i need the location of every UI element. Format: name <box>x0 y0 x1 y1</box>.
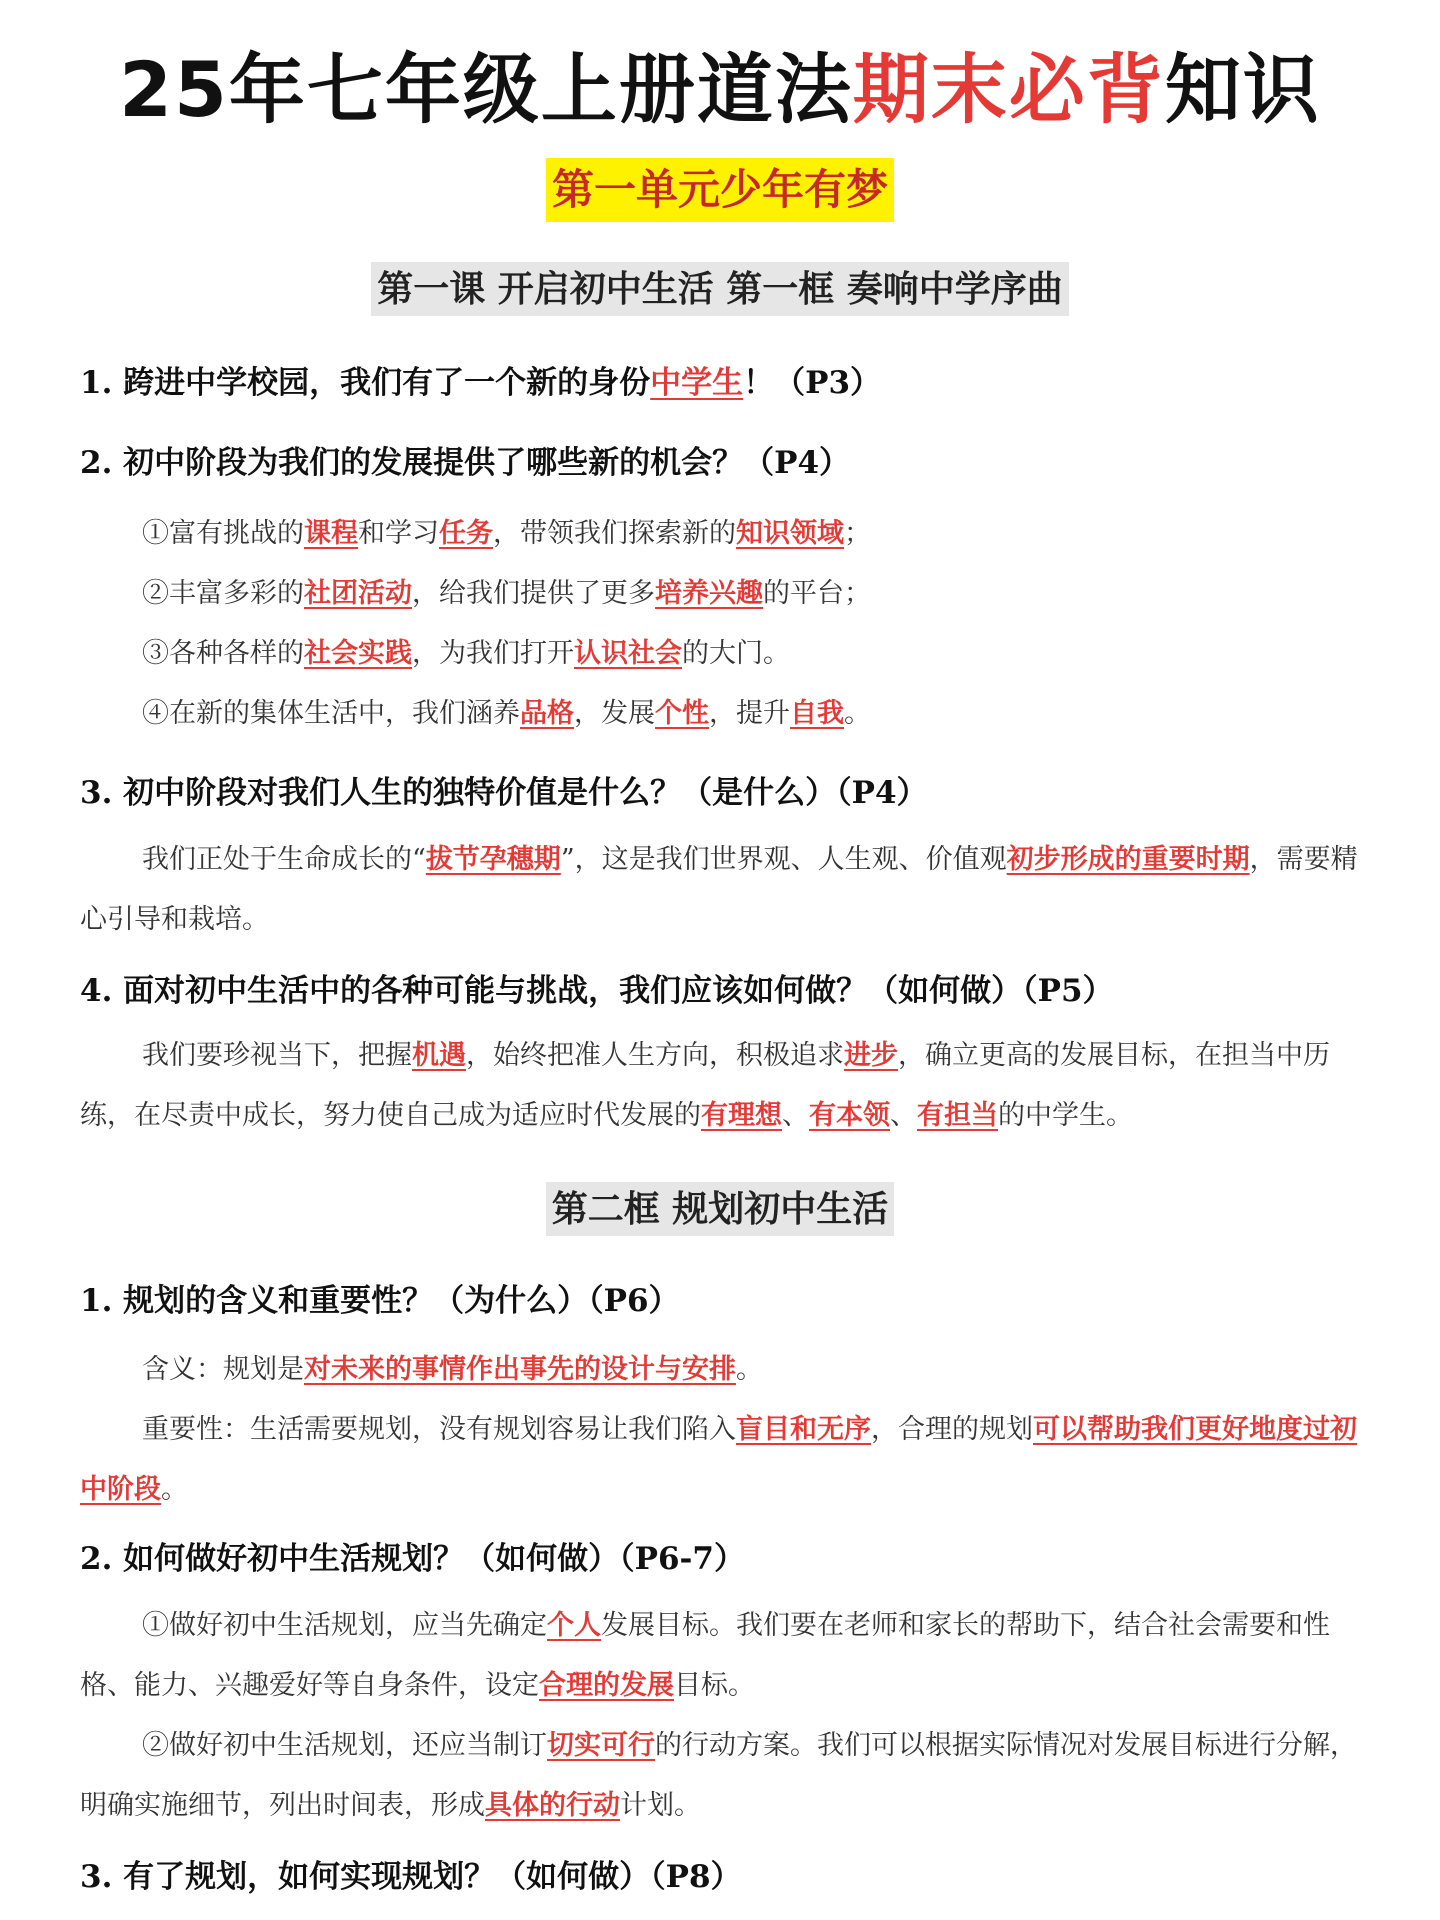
text: ①富有挑战的 <box>142 518 304 549</box>
title-part-black: 25年七年级上册道法 <box>119 45 853 134</box>
title-part-red: 期末必背 <box>852 45 1165 134</box>
keyword: 盲目和无序 <box>736 1414 871 1445</box>
text: ③各种各样的 <box>142 638 304 669</box>
text: 我们要珍视当下，把握 <box>142 1040 412 1071</box>
text: 的大门。 <box>682 638 790 669</box>
question-4: 4. 面对初中生活中的各种可能与挑战，我们应该如何做？（如何做）（P5） <box>80 973 1114 1009</box>
lesson1-header: 第一课 开启初中生活 第一框 奏响中学序曲 <box>371 262 1069 316</box>
keyword: 对未来的事情作出事先的设计与安排 <box>304 1354 736 1385</box>
keyword: 培养兴趣 <box>655 578 763 609</box>
text: 、 <box>890 1100 917 1131</box>
text: 。 <box>844 698 871 729</box>
question-2: 2. 初中阶段为我们的发展提供了哪些新的机会？（P4） <box>80 445 851 481</box>
question-3: 3. 初中阶段对我们人生的独特价值是什么？（是什么）（P4） <box>80 775 928 811</box>
keyword: 课程 <box>304 518 358 549</box>
keyword: 具体的行动 <box>485 1790 620 1821</box>
text: 含义：规划是 <box>142 1354 304 1385</box>
keyword: 可以帮助我们更好地度过初中阶段 <box>80 1414 1357 1505</box>
question-1 <box>80 362 1360 404</box>
text: ”，这是我们世界观、人生观、价值观 <box>560 844 1007 875</box>
text: 。 <box>161 1474 188 1505</box>
lesson1-header-wrap <box>80 262 1360 316</box>
lesson2-header-wrap <box>80 1182 1360 1236</box>
keyword: 进步 <box>844 1040 898 1071</box>
keyword: 品格 <box>520 698 574 729</box>
q1-keyword: 中学生 <box>650 365 744 401</box>
text: 的平台； <box>763 578 871 609</box>
l2-q2-para-1 <box>80 1596 1360 1716</box>
keyword: 机遇 <box>412 1040 466 1071</box>
keyword: 有本领 <box>809 1100 890 1131</box>
q1-text: 1. 跨进中学校园，我们有了一个新的身份 <box>80 365 651 401</box>
keyword: 拔节孕穗期 <box>425 844 561 875</box>
text: ④在新的集体生活中，我们涵养 <box>142 698 520 729</box>
title-part-end: 知识 <box>1164 45 1321 134</box>
text: 计划。 <box>620 1790 701 1821</box>
text: 我们正处于生命成长的“ <box>142 844 426 875</box>
text: 和学习 <box>358 518 439 549</box>
l2-q1-importance <box>80 1400 1360 1520</box>
text: ； <box>844 518 871 549</box>
text: ①做好初中生活规划，应当先确定 <box>142 1610 547 1641</box>
keyword: 任务 <box>439 518 493 549</box>
text: ，合理的规划 <box>871 1414 1033 1445</box>
text: 发展目标。我们要在老师和家长的帮助下，结合社会需要和性格、能力、兴趣爱好等自身条件，设定 <box>80 1610 1330 1701</box>
l2-question-2: 2. 如何做好初中生活规划？（如何做）（P6-7） <box>80 1541 745 1577</box>
keyword: 自我 <box>790 698 844 729</box>
unit-heading: 第一单元少年有梦 <box>546 158 894 222</box>
text: ②做好初中生活规划，还应当制订 <box>142 1730 547 1761</box>
text: 重要性：生活需要规划，没有规划容易让我们陷入 <box>142 1414 736 1445</box>
q1-tail: ！（P3） <box>743 365 882 401</box>
l2-q2-para-2 <box>80 1716 1360 1836</box>
text: ，带领我们探索新的 <box>493 518 736 549</box>
text: 目标。 <box>674 1670 755 1701</box>
q4-answer <box>80 1026 1360 1146</box>
q2-answer-list <box>80 504 1360 744</box>
text: 、 <box>782 1100 809 1131</box>
text: ，提升 <box>709 698 790 729</box>
keyword: 社会实践 <box>304 638 412 669</box>
lesson2-header: 第二框 规划初中生活 <box>546 1182 895 1236</box>
text: ，发展 <box>574 698 655 729</box>
text: ，需要精心引导和栽培。 <box>80 844 1358 935</box>
text: ，确立更高的发展目标，在担当中历练，在尽责中成长，努力使自己成为适应时代发展的 <box>80 1040 1330 1131</box>
q2-item-4 <box>80 684 1360 744</box>
q2-item-1 <box>80 504 1360 564</box>
keyword: 初步形成的重要时期 <box>1006 844 1250 875</box>
text: 。 <box>736 1354 763 1385</box>
keyword: 社团活动 <box>304 578 412 609</box>
unit-heading-wrap <box>80 158 1360 222</box>
text: 的行动方案。我们可以根据实际情况对发展目标进行分解，明确实施细节，列出时间表，形成 <box>80 1730 1357 1821</box>
text: 的中学生。 <box>998 1100 1133 1131</box>
page-title <box>80 0 1360 138</box>
q2-item-3 <box>80 624 1360 684</box>
l2-question-1: 1. 规划的含义和重要性？（为什么）（P6） <box>80 1283 680 1319</box>
l2-question-3: 3. 有了规划，如何实现规划？（如何做）（P8） <box>80 1859 742 1895</box>
l2-q1-meaning <box>80 1340 1360 1400</box>
keyword: 有担当 <box>917 1100 998 1131</box>
text: ，始终把准人生方向，积极追求 <box>466 1040 844 1071</box>
keyword: 个人 <box>547 1610 601 1641</box>
q2-item-2 <box>80 564 1360 624</box>
keyword: 切实可行 <box>547 1730 655 1761</box>
keyword: 个性 <box>655 698 709 729</box>
keyword: 认识社会 <box>574 638 682 669</box>
q3-answer <box>80 830 1360 950</box>
keyword: 有理想 <box>701 1100 782 1131</box>
keyword: 合理的发展 <box>539 1670 674 1701</box>
text: ②丰富多彩的 <box>142 578 304 609</box>
keyword: 知识领域 <box>736 518 844 549</box>
text: ，给我们提供了更多 <box>412 578 655 609</box>
text: ，为我们打开 <box>412 638 574 669</box>
